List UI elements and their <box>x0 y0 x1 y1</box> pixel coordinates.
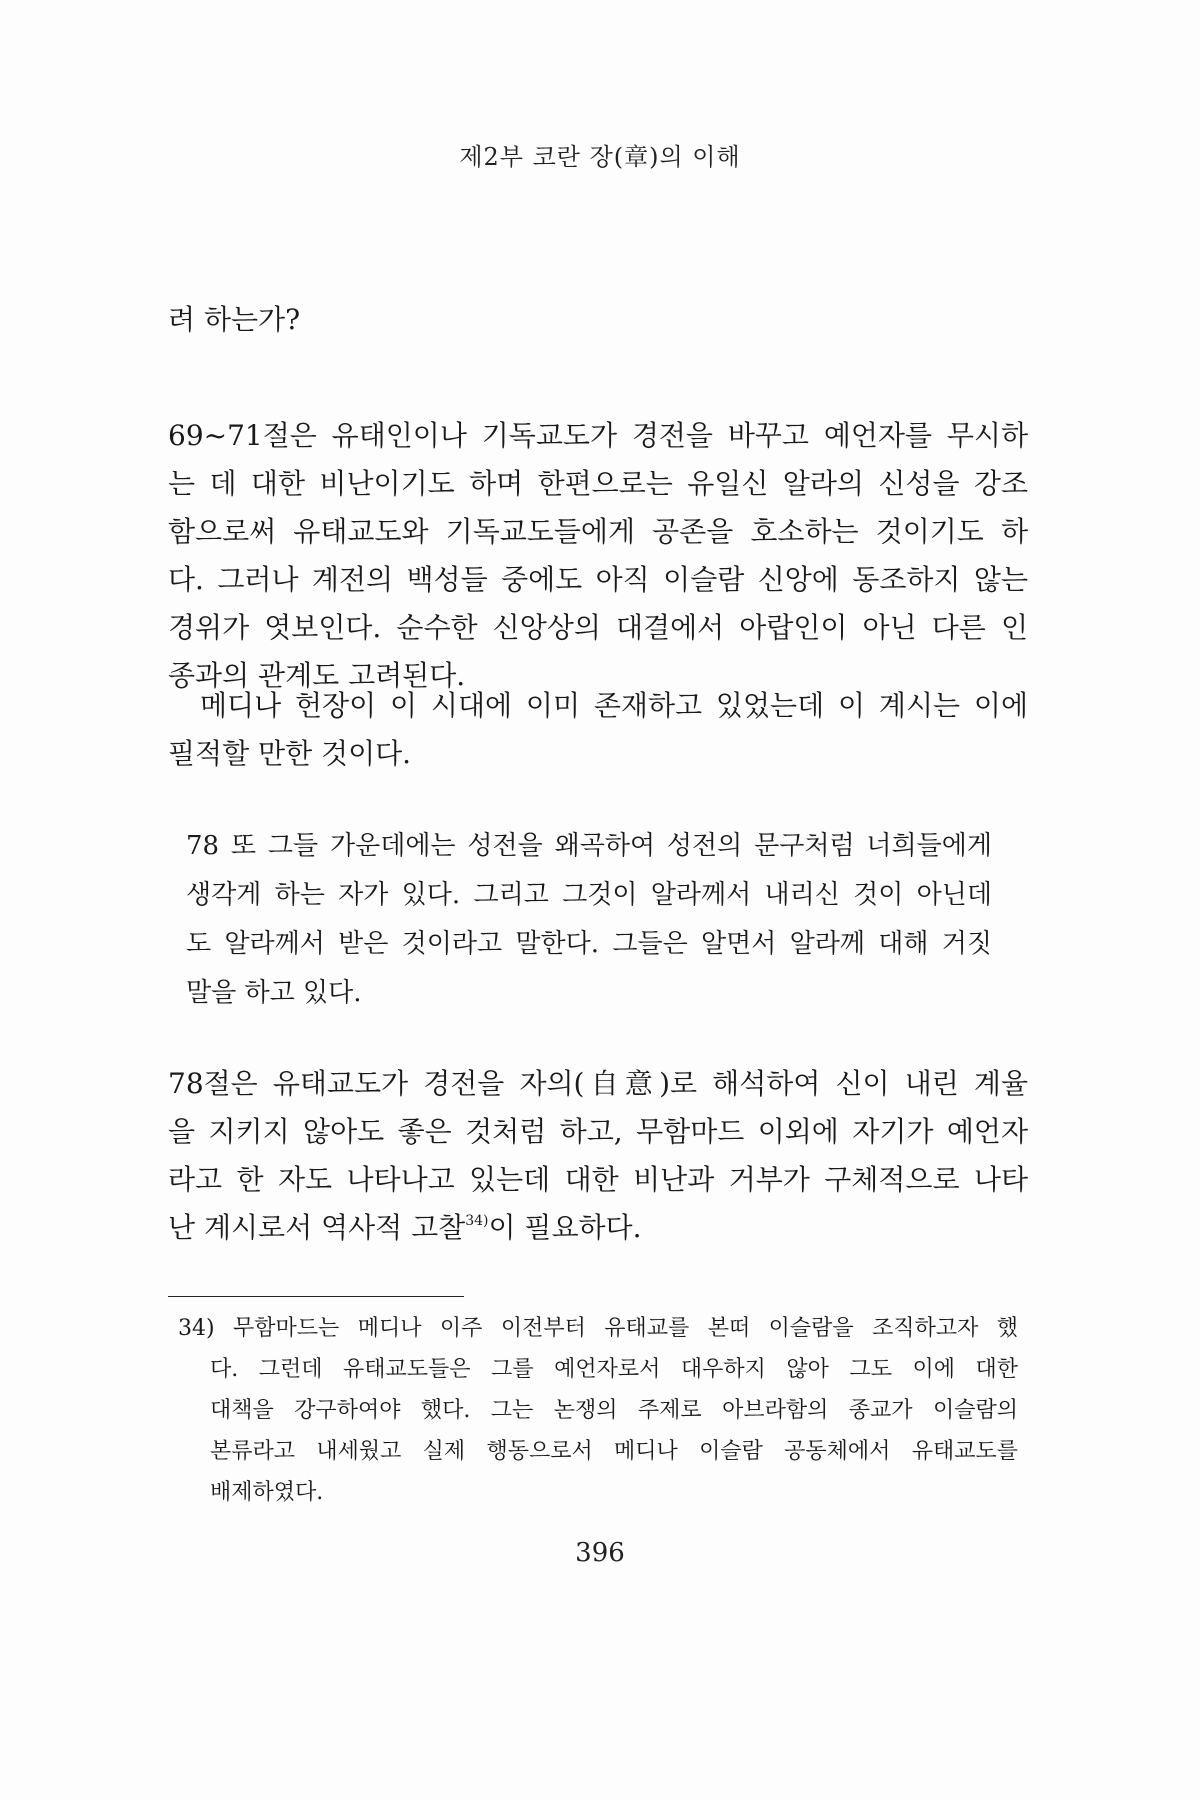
page-number: 396 <box>575 1538 625 1568</box>
text-line: 필적할 만한 것이다. <box>168 737 412 770</box>
text-line: 라고 한 자도 나타나고 있는데 대한 비난과 거부가 구체적으로 나타 <box>168 1163 1028 1196</box>
text-line: 종과의 관계도 고려된다. <box>168 659 466 692</box>
text-line: 78절은 유태교도가 경전을 자의(自意)로 해석하여 신이 내린 계율 <box>168 1067 1028 1100</box>
verse-line: 말을 하고 있다. <box>186 978 362 1008</box>
text-line: 려 하는가? <box>168 303 301 336</box>
text-line <box>168 1204 1028 1252</box>
footnote-line: 본류라고 내세웠고 실제 행동으로서 메디나 이슬람 공동체에서 유태교도를 <box>210 1439 1018 1464</box>
text-line: 69~71절은 유태인이나 기독교도가 경전을 바꾸고 예언자를 무시하 <box>168 419 1028 452</box>
verse-line: 도 알라께서 받은 것이라고 말한다. 그들은 알면서 알라께 대해 거짓 <box>186 929 992 959</box>
text-segment: 난 계시로서 역사적 고찰 <box>168 1211 466 1244</box>
verse-line: 78 또 그들 가운데에는 성전을 왜곡하여 성전의 문구처럼 너희들에게 <box>186 831 992 861</box>
footnote-line: 배제하였다. <box>210 1480 324 1505</box>
paragraph-medina-charter <box>168 682 1028 778</box>
verse-quote-78 <box>186 822 992 1018</box>
paragraph-commentary-78 <box>168 1060 1028 1252</box>
running-head: 제2부 코란 장(章)의 이해 <box>459 143 741 171</box>
text-line: 다. 그러나 계전의 백성들 중에도 아직 이슬람 신앙에 동조하지 않는 <box>168 563 1028 596</box>
text-line: 경위가 엿보인다. 순수한 신앙상의 대결에서 아랍인이 아닌 다른 인 <box>168 611 1028 644</box>
text-line: 함으로써 유태교도와 기독교도들에게 공존을 호소하는 것이기도 하 <box>168 515 1028 548</box>
verse-line: 생각게 하는 자가 있다. 그리고 그것이 알라께서 내리신 것이 아닌데 <box>186 880 992 910</box>
paragraph-continuation <box>168 296 1028 344</box>
footnote-divider <box>168 1296 464 1297</box>
text-line: 을 지키지 않아도 좋은 것처럼 하고, 무함마드 이외에 자기가 예언자 <box>168 1115 1028 1148</box>
text-line: 는 데 대한 비난이기도 하며 한편으로는 유일신 알라의 신성을 강조 <box>168 467 1028 500</box>
footnote-line: 대책을 강구하여야 했다. 그는 논쟁의 주제로 아브라함의 종교가 이슬람의 <box>210 1398 1018 1423</box>
footnote-reference[interactable]: 34) <box>465 1213 489 1229</box>
footnote-34 <box>178 1308 1018 1513</box>
text-segment: 이 필요하다. <box>488 1211 642 1244</box>
footnote-line: 34) 무함마드는 메디나 이주 이전부터 유태교를 본떠 이슬람을 조직하고자 했 <box>178 1316 1018 1341</box>
paragraph-commentary-69-71 <box>168 412 1028 700</box>
text-line: 메디나 헌장이 이 시대에 이미 존재하고 있었는데 이 계시는 이에 <box>200 689 1028 722</box>
footnote-line: 다. 그런데 유태교도들은 그를 예언자로서 대우하지 않아 그도 이에 대한 <box>210 1357 1018 1382</box>
